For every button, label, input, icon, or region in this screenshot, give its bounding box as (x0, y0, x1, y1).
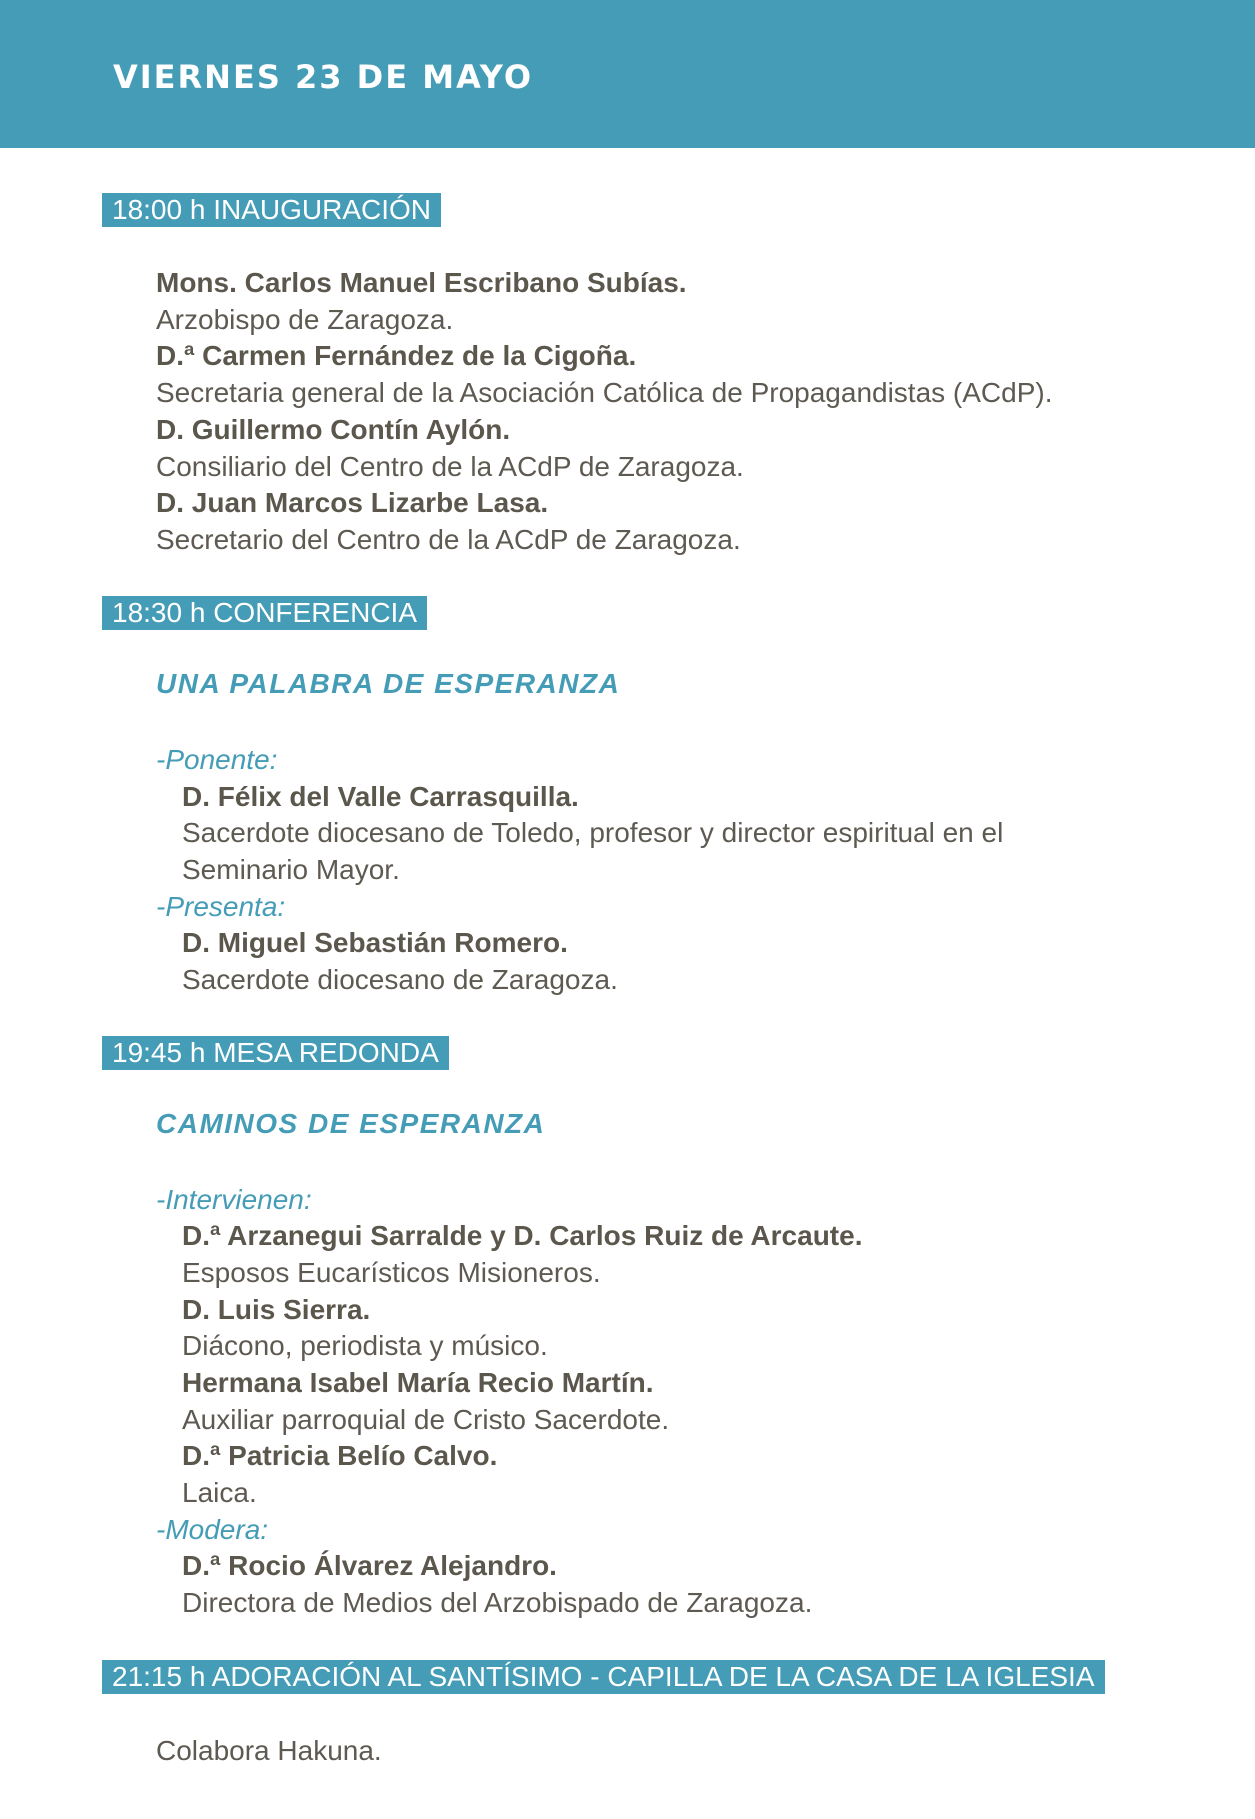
collaboration-note: Colabora Hakuna. (156, 1735, 382, 1766)
panelist-name: D.ª Patricia Belío Calvo. (182, 1440, 498, 1471)
presenta-label: -Presenta: (156, 891, 286, 922)
panelist-role: Esposos Eucarísticos Misioneros. (182, 1257, 601, 1288)
presenta-name: D. Miguel Sebastián Romero. (182, 927, 568, 958)
conference-title: UNA PALABRA DE ESPERANZA (156, 668, 621, 699)
panelist-name: Hermana Isabel María Recio Martín. (182, 1367, 654, 1398)
speaker-role: Consiliario del Centro de la ACdP de Zaragoza. (156, 451, 744, 482)
intervienen-label: -Intervienen: (156, 1184, 312, 1215)
modera-label: -Modera: (156, 1514, 269, 1545)
speaker-name: D.ª Carmen Fernández de la Cigoña. (156, 340, 637, 371)
panelist-role: Auxiliar parroquial de Cristo Sacerdote. (182, 1404, 670, 1435)
panelist-role: Laica. (182, 1477, 257, 1508)
speaker-name: D. Juan Marcos Lizarbe Lasa. (156, 487, 549, 518)
speaker-name: D. Guillermo Contín Aylón. (156, 414, 511, 445)
round-table-title: CAMINOS DE ESPERANZA (156, 1108, 546, 1139)
panelist-name: D.ª Arzanegui Sarralde y D. Carlos Ruiz de Arcaute. (182, 1220, 863, 1251)
ponente-role-cont: Seminario Mayor. (182, 854, 400, 885)
ponente-name: D. Félix del Valle Carrasquilla. (182, 781, 579, 812)
speaker-name: Mons. Carlos Manuel Escribano Subías. (156, 267, 687, 298)
moderator-role: Directora de Medios del Arzobispado de Zaragoza. (182, 1587, 813, 1618)
time-tag-inauguracion: 18:00 h INAUGURACIÓN (102, 193, 441, 227)
panelist-role: Diácono, periodista y músico. (182, 1330, 548, 1361)
time-tag-conferencia: 18:30 h CONFERENCIA (102, 596, 427, 630)
ponente-label: -Ponente: (156, 744, 278, 775)
page-header (0, 0, 1255, 148)
speaker-role: Secretaria general de la Asociación Católica de Propagandistas (ACdP). (156, 377, 1053, 408)
presenta-role: Sacerdote diocesano de Zaragoza. (182, 964, 618, 995)
time-tag-mesa-redonda: 19:45 h MESA REDONDA (102, 1036, 449, 1070)
speaker-role: Secretario del Centro de la ACdP de Zaragoza. (156, 524, 741, 555)
ponente-role: Sacerdote diocesano de Toledo, profesor y director espiritual en el (182, 817, 1004, 848)
time-tag-adoracion: 21:15 h ADORACIÓN AL SANTÍSIMO - CAPILLA DE LA CASA DE LA IGLESIA (102, 1660, 1105, 1694)
speaker-role: Arzobispo de Zaragoza. (156, 304, 454, 335)
page-title: VIERNES 23 DE MAYO (113, 58, 534, 96)
panelist-name: D. Luis Sierra. (182, 1294, 371, 1325)
moderator-name: D.ª Rocio Álvarez Alejandro. (182, 1550, 557, 1581)
